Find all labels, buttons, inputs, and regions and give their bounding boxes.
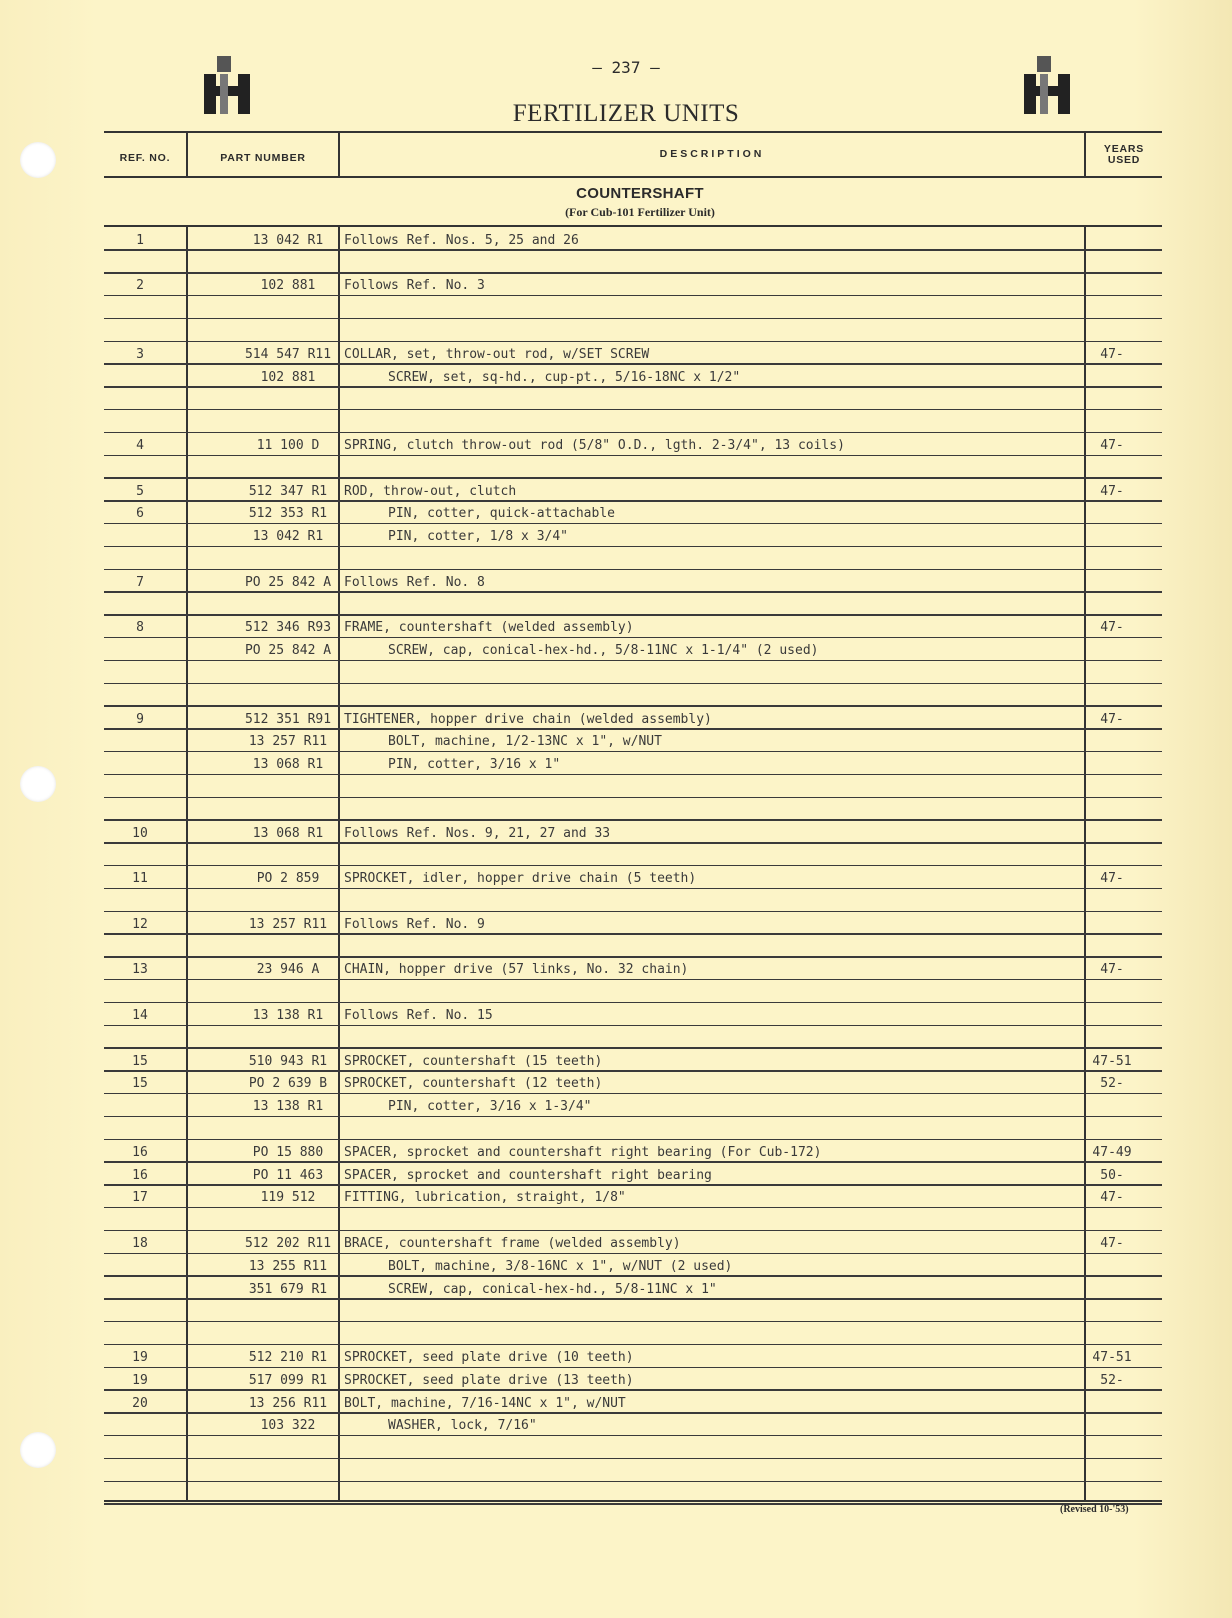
table-row [104, 1208, 1162, 1231]
description-cell: SCREW, cap, conical-hex-hd., 5/8-11NC x 1" [388, 1281, 717, 1297]
col-header-years-line2: USED [1107, 154, 1141, 166]
part-number-cell: 13 138 R1 [252, 1007, 324, 1023]
description-cell: SCREW, cap, conical-hex-hd., 5/8-11NC x 1-1/4" (2 used) [388, 643, 819, 659]
ref-no-cell: 18 [132, 1235, 148, 1251]
description-cell: Follows Ref. No. 3 [344, 278, 485, 294]
part-number-cell: 512 202 R11 [244, 1235, 332, 1251]
table-row [104, 1459, 1162, 1482]
page-number: — 237 — [592, 58, 660, 77]
description-cell: Follows Ref. No. 9 [344, 916, 485, 932]
table-row [104, 479, 1162, 502]
table-row [104, 1163, 1162, 1186]
part-number-cell: 13 138 R1 [252, 1099, 324, 1115]
description-cell: PIN, cotter, quick-attachable [388, 506, 615, 522]
years-used-cell: 47- [1100, 962, 1124, 978]
years-used-cell: 47- [1100, 711, 1124, 727]
part-number-cell: 13 042 R1 [252, 232, 324, 248]
ref-no-cell: 16 [132, 1144, 148, 1160]
table-row [104, 1345, 1162, 1368]
section-title: COUNTERSHAFT [576, 185, 704, 202]
part-number-cell: 510 943 R1 [248, 1053, 328, 1069]
ref-no-cell: 7 [136, 574, 144, 590]
ref-no-cell: 19 [132, 1349, 148, 1365]
description-cell: SPROCKET, countershaft (15 teeth) [344, 1053, 603, 1069]
part-number-cell: 512 351 R91 [244, 711, 332, 727]
ref-no-cell: 1 [136, 232, 144, 248]
part-number-cell: 512 347 R1 [248, 483, 328, 499]
years-used-cell: 47-51 [1092, 1053, 1132, 1069]
ref-no-cell: 15 [132, 1053, 148, 1069]
years-used-cell: 47- [1100, 1190, 1124, 1206]
description-cell: SCREW, set, sq-hd., cup-pt., 5/16-18NC x 1/2" [388, 369, 741, 385]
description-cell: Follows Ref. Nos. 5, 25 and 26 [344, 232, 579, 248]
years-used-cell: 47- [1100, 346, 1124, 362]
part-number-cell: 23 946 A [256, 962, 320, 978]
description-cell: Follows Ref. Nos. 9, 21, 27 and 33 [344, 825, 611, 841]
table-row [104, 1072, 1162, 1095]
ref-no-cell: 3 [136, 346, 144, 362]
table-row [104, 821, 1162, 844]
years-used-cell: 52- [1100, 1372, 1124, 1388]
part-number-cell: 11 100 D [256, 437, 320, 453]
description-cell: PIN, cotter, 1/8 x 3/4" [388, 529, 569, 545]
years-used-cell: 47- [1100, 620, 1124, 636]
table-row [104, 1414, 1162, 1437]
table-row [104, 1322, 1162, 1345]
header-divider [338, 133, 340, 178]
description-cell: CHAIN, hopper drive (57 links, No. 32 chain) [344, 962, 689, 978]
table-row [104, 1140, 1162, 1163]
part-number-cell: 119 512 [260, 1190, 316, 1206]
header-divider [1084, 133, 1086, 178]
part-number-cell: 517 099 R1 [248, 1372, 328, 1388]
table-row [104, 296, 1162, 319]
table-row [104, 502, 1162, 525]
binder-hole [20, 766, 56, 802]
part-number-cell: PO 15 880 [252, 1144, 324, 1160]
table-top-rule [104, 225, 1162, 227]
ref-no-cell: 4 [136, 437, 144, 453]
description-cell: TIGHTENER, hopper drive chain (welded assembly) [344, 711, 712, 727]
table-row [104, 958, 1162, 981]
col-header-years-used [1086, 144, 1162, 166]
description-cell: PIN, cotter, 3/16 x 1-3/4" [388, 1099, 592, 1115]
table-row [104, 593, 1162, 616]
table-row [104, 547, 1162, 570]
col-header-part-number: PART NUMBER [220, 152, 306, 164]
ref-no-cell: 6 [136, 506, 144, 522]
table-row [104, 730, 1162, 753]
years-used-cell: 47-49 [1092, 1144, 1132, 1160]
description-cell: ROD, throw-out, clutch [344, 483, 517, 499]
ref-no-cell: 12 [132, 916, 148, 932]
col-header-description: DESCRIPTION [659, 148, 765, 160]
table-row [104, 1300, 1162, 1323]
table-row [104, 1277, 1162, 1300]
row-rule [104, 1503, 1162, 1504]
table-row [104, 935, 1162, 958]
description-cell: FRAME, countershaft (welded assembly) [344, 620, 634, 636]
table-row [104, 456, 1162, 479]
part-number-cell: 103 322 [260, 1418, 316, 1434]
table-row [104, 844, 1162, 867]
table-row [104, 274, 1162, 297]
table-row [104, 433, 1162, 456]
table-row [104, 1026, 1162, 1049]
part-number-cell: 512 353 R1 [248, 506, 328, 522]
table-row [104, 1436, 1162, 1459]
part-number-cell: 102 881 [260, 278, 316, 294]
ref-no-cell: 17 [132, 1190, 148, 1206]
table-row [104, 410, 1162, 433]
description-cell: WASHER, lock, 7/16" [388, 1418, 537, 1434]
table-row [104, 707, 1162, 730]
ref-no-cell: 10 [132, 825, 148, 841]
table-row [104, 524, 1162, 547]
description-cell: BOLT, machine, 3/8-16NC x 1", w/NUT (2 used) [388, 1258, 733, 1274]
part-number-cell: PO 11 463 [252, 1167, 324, 1183]
ih-logo-icon [1024, 56, 1070, 114]
header-divider [186, 133, 188, 178]
col-header-years-line1: YEARS [1103, 143, 1145, 155]
table-row [104, 752, 1162, 775]
years-used-cell: 50- [1100, 1167, 1124, 1183]
part-number-cell: 102 881 [260, 369, 316, 385]
part-number-cell: PO 2 859 [256, 871, 320, 887]
table-row [104, 319, 1162, 342]
table-row [104, 866, 1162, 889]
part-number-cell: 13 255 R11 [248, 1258, 328, 1274]
table-row [104, 251, 1162, 274]
header-top-rule [104, 131, 1162, 133]
part-number-cell: 351 679 R1 [248, 1281, 328, 1297]
ref-no-cell: 20 [132, 1395, 148, 1411]
description-cell: SPROCKET, seed plate drive (13 teeth) [344, 1372, 634, 1388]
part-number-cell: 13 257 R11 [248, 734, 328, 750]
binder-hole [20, 1432, 56, 1468]
header-bottom-rule [104, 176, 1162, 178]
part-number-cell: 13 068 R1 [252, 757, 324, 773]
part-number-cell: 13 068 R1 [252, 825, 324, 841]
part-number-cell: 13 042 R1 [252, 529, 324, 545]
part-number-cell: PO 2 639 B [248, 1076, 328, 1092]
table-row [104, 1231, 1162, 1254]
table-row [104, 638, 1162, 661]
part-number-cell: 512 210 R1 [248, 1349, 328, 1365]
years-used-cell: 47-51 [1092, 1349, 1132, 1365]
table-row [104, 342, 1162, 365]
table-row [104, 570, 1162, 593]
table-row [104, 684, 1162, 707]
table-row [104, 1117, 1162, 1140]
ih-logo-icon [204, 56, 250, 114]
years-used-cell: 47- [1100, 483, 1124, 499]
table-row [104, 912, 1162, 935]
description-cell: BOLT, machine, 1/2-13NC x 1", w/NUT [388, 734, 662, 750]
description-cell: COLLAR, set, throw-out rod, w/SET SCREW [344, 346, 650, 362]
description-cell: SPRING, clutch throw-out rod (5/8" O.D., lgth. 2-3/4", 13 coils) [344, 437, 845, 453]
description-cell: Follows Ref. No. 8 [344, 574, 485, 590]
table-row [104, 661, 1162, 684]
binder-hole [20, 142, 56, 178]
ref-no-cell: 9 [136, 711, 144, 727]
table-row [104, 388, 1162, 411]
part-number-cell: PO 25 842 A [244, 574, 332, 590]
table-row [104, 365, 1162, 388]
years-used-cell: 52- [1100, 1076, 1124, 1092]
description-cell: BOLT, machine, 7/16-14NC x 1", w/NUT [344, 1395, 626, 1411]
ref-no-cell: 8 [136, 620, 144, 636]
table-row [104, 616, 1162, 639]
years-used-cell: 47- [1100, 871, 1124, 887]
table-row [104, 1003, 1162, 1026]
description-cell: SPACER, sprocket and countershaft right bearing (For Cub-172) [344, 1144, 822, 1160]
part-number-cell: PO 25 842 A [244, 643, 332, 659]
description-cell: FITTING, lubrication, straight, 1/8" [344, 1190, 626, 1206]
part-number-cell: 512 346 R93 [244, 620, 332, 636]
years-used-cell: 47- [1100, 437, 1124, 453]
ref-no-cell: 2 [136, 278, 144, 294]
part-number-cell: 13 257 R11 [248, 916, 328, 932]
table-row [104, 1254, 1162, 1277]
table-row [104, 1391, 1162, 1414]
description-cell: SPROCKET, countershaft (12 teeth) [344, 1076, 603, 1092]
section-subtitle: (For Cub-101 Fertilizer Unit) [565, 205, 715, 219]
table-row [104, 798, 1162, 821]
description-cell: Follows Ref. No. 15 [344, 1007, 493, 1023]
table-bottom-rule [104, 1500, 1162, 1502]
part-number-cell: 514 547 R11 [244, 346, 332, 362]
years-used-cell: 47- [1100, 1235, 1124, 1251]
table-row [104, 228, 1162, 251]
table-row [104, 980, 1162, 1003]
ref-no-cell: 15 [132, 1076, 148, 1092]
table-row [104, 1094, 1162, 1117]
col-header-ref-no: REF. NO. [119, 152, 171, 164]
revision-note: (Revised 10-'53) [1060, 1504, 1129, 1515]
ref-no-cell: 11 [132, 871, 148, 887]
table-row [104, 775, 1162, 798]
description-cell: BRACE, countershaft frame (welded assembly) [344, 1235, 681, 1251]
table-row [104, 889, 1162, 912]
table-row [104, 1186, 1162, 1209]
description-cell: SPROCKET, seed plate drive (10 teeth) [344, 1349, 634, 1365]
description-cell: SPACER, sprocket and countershaft right bearing [344, 1167, 712, 1183]
ref-no-cell: 16 [132, 1167, 148, 1183]
table-row [104, 1368, 1162, 1391]
ref-no-cell: 19 [132, 1372, 148, 1388]
ref-no-cell: 5 [136, 483, 144, 499]
description-cell: SPROCKET, idler, hopper drive chain (5 teeth) [344, 871, 697, 887]
part-number-cell: 13 256 R11 [248, 1395, 328, 1411]
description-cell: PIN, cotter, 3/16 x 1" [388, 757, 561, 773]
ref-no-cell: 14 [132, 1007, 148, 1023]
ref-no-cell: 13 [132, 962, 148, 978]
table-row [104, 1049, 1162, 1072]
page-title: FERTILIZER UNITS [512, 100, 740, 127]
